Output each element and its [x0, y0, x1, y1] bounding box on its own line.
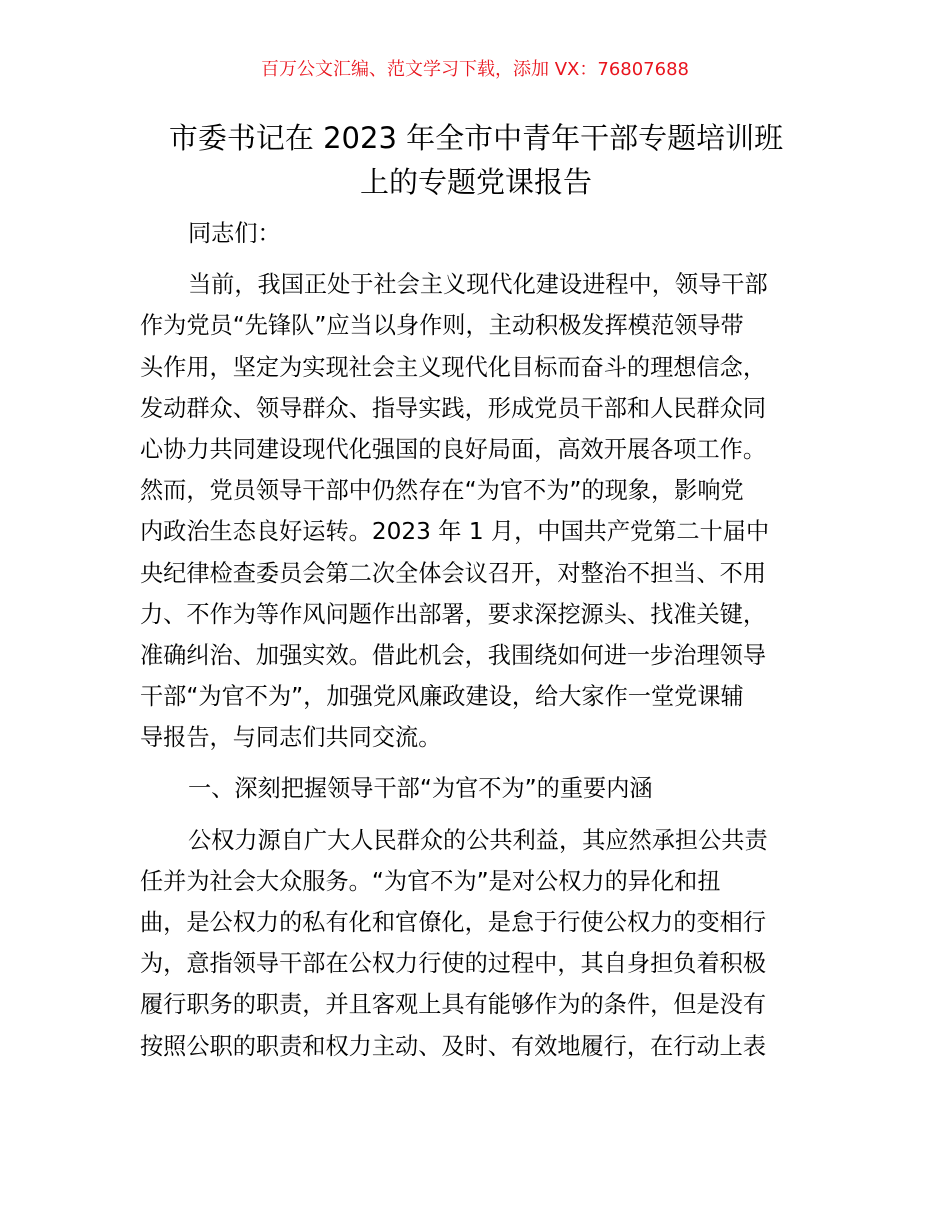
paragraph-line: 公权力源自广大人民群众的公共利益，其应然承担公共责 — [188, 826, 768, 854]
document-title — [140, 116, 812, 204]
paragraph-line: 干部“为官不为”，加强党风廉政建设，给大家作一堂党课辅 — [140, 683, 744, 711]
paragraph-1 — [140, 264, 814, 758]
title-line-2: 上的专题党课报告 — [359, 165, 592, 199]
paragraph-line: 内政治生态良好运转。2023 年 1 月，中国共产党第二十届中 — [140, 518, 770, 546]
paragraph-line: 作为党员“先锋队”应当以身作则，主动积极发挥模范领导带 — [140, 312, 744, 340]
paragraph-line: 任并为社会大众服务。“为官不为”是对公权力的异化和扭 — [140, 867, 721, 895]
section-heading: 一、深刻把握领导干部“为官不为”的重要内涵 — [188, 775, 653, 803]
paragraph-line: 发动群众、领导群众、指导实践，形成党员干部和人民群众同 — [140, 394, 767, 422]
paragraph-line: 力、不作为等作风问题作出部署，要求深挖源头、找准关键， — [140, 600, 767, 628]
paragraph-line: 当前，我国正处于社会主义现代化建设进程中，领导干部 — [188, 271, 768, 299]
paragraph-line: 央纪律检查委员会第二次全体会议召开，对整治不担当、不用 — [140, 559, 767, 587]
paragraph-line: 为，意指领导干部在公权力行使的过程中，其自身担负着积极 — [140, 950, 767, 978]
paragraph-line: 心协力共同建设现代化强国的良好局面，高效开展各项工作。 — [140, 435, 767, 463]
paragraph-line: 按照公职的职责和权力主动、及时、有效地履行，在行动上表 — [140, 1032, 767, 1060]
paragraph-line: 头作用，坚定为实现社会主义现代化目标而奋斗的理想信念， — [140, 353, 767, 381]
salutation: 同志们： — [188, 220, 281, 247]
watermark-banner: 百万公文汇编、范文学习下载，添加 VX：76807688 — [261, 59, 689, 80]
title-line-1: 市委书记在 2023 年全市中青年干部专题培训班 — [168, 121, 784, 155]
paragraph-line: 然而，党员领导干部中仍然存在“为官不为”的现象，影响党 — [140, 477, 744, 505]
document-body — [140, 213, 814, 1067]
paragraph-line: 曲，是公权力的私有化和官僚化，是怠于行使公权力的变相行 — [140, 909, 767, 936]
paragraph-line: 导报告，与同志们共同交流。 — [140, 724, 442, 752]
paragraph-2 — [140, 820, 814, 1067]
paragraph-line: 准确纠治、加强实效。借此机会，我围绕如何进一步治理领导 — [140, 641, 767, 669]
paragraph-line: 履行职务的职责，并且客观上具有能够作为的条件，但是没有 — [140, 991, 767, 1019]
